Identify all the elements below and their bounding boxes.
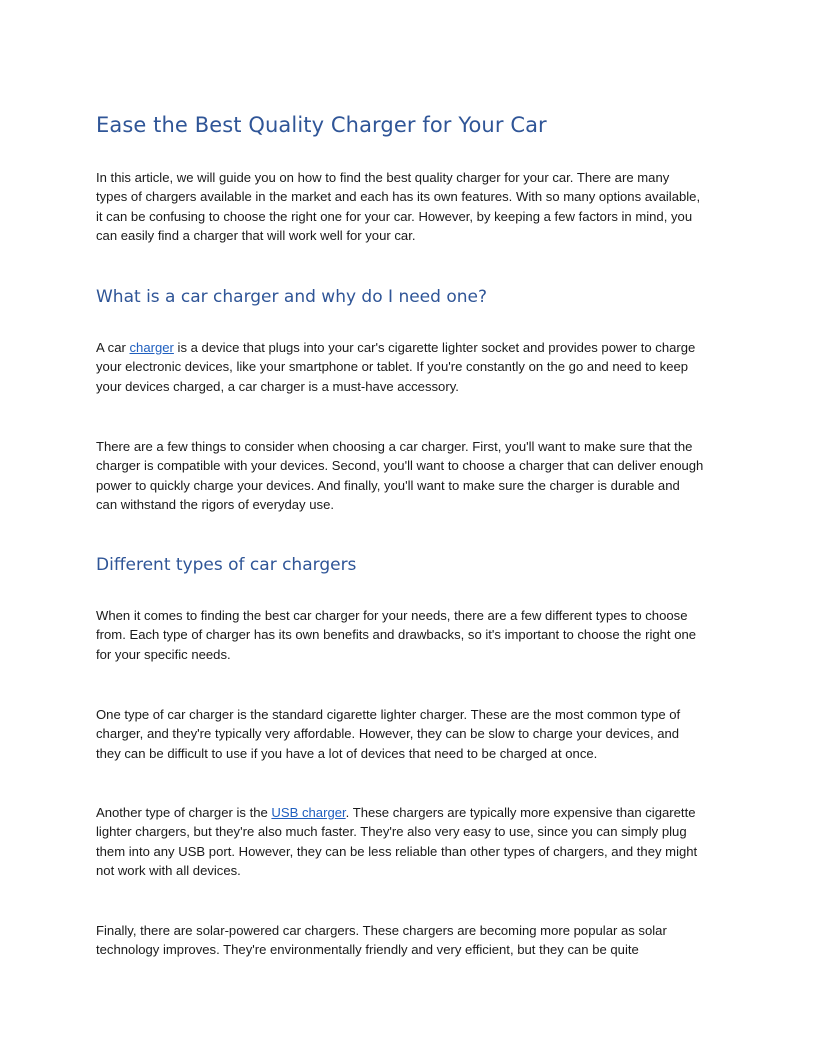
charger-link[interactable]: charger xyxy=(129,340,174,355)
paragraph-line: Finally, there are solar-powered car chargers. These chargers are becoming more popular as solar xyxy=(96,923,667,938)
text-run: A car xyxy=(96,340,130,355)
paragraph-line: not work with all devices. xyxy=(96,863,241,879)
paragraph-line xyxy=(96,803,722,822)
paragraph-line: When it comes to finding the best car charger for your needs, there are a few different types to choose xyxy=(96,608,688,623)
paragraph-line: them into any USB port. However, they can be less reliable than other types of chargers, and they might xyxy=(96,843,698,859)
paragraph-line: lighter chargers, but they're also much faster. They're also very easy to use, since you can simply plug xyxy=(96,824,687,840)
section2-paragraph-2 xyxy=(96,705,722,763)
paragraph-line: In this article, we will guide you on how to find the best quality charger for your car. There are many xyxy=(96,170,670,185)
paragraph-line: from. Each type of charger has its own benefits and drawbacks, so it's important to choose the right one xyxy=(96,627,697,643)
paragraph-line: charger, and they're typically very affordable. However, they can be slow to charge your devices, and xyxy=(96,726,680,742)
text-run: . These chargers are typically more expensive than cigarette xyxy=(345,805,696,820)
paragraph-line: for your specific needs. xyxy=(96,646,231,662)
paragraph-line xyxy=(96,338,722,357)
paragraph-line: power to quickly charge your devices. And finally, you'll want to make sure the charger is durable and xyxy=(96,477,680,493)
section-heading-types: Different types of car chargers xyxy=(96,555,357,575)
section-heading-what-is: What is a car charger and why do I need one? xyxy=(96,287,487,307)
paragraph-line: One type of car charger is the standard cigarette lighter charger. These are the most common type of xyxy=(96,707,681,722)
usb-charger-link[interactable]: USB charger xyxy=(271,805,346,820)
paragraph-line: There are a few things to consider when choosing a car charger. First, you'll want to make sure that the xyxy=(96,439,693,454)
paragraph-line: technology improves. They're environmentally friendly and very efficient, but they can be quite xyxy=(96,942,639,958)
text-run: Another type of charger is the xyxy=(96,805,272,820)
paragraph-line: can withstand the rigors of everyday use. xyxy=(96,497,334,513)
intro-paragraph xyxy=(96,168,722,246)
paragraph-line: they can be difficult to use if you have a lot of devices that need to be charged at once. xyxy=(96,745,598,761)
section1-paragraph-1 xyxy=(96,338,722,396)
paragraph-line: your electronic devices, like your smartphone or tablet. If you're constantly on the go and need to keep xyxy=(96,359,689,375)
paragraph-line: charger is compatible with your devices. Second, you'll want to choose a charger that can deliver enough xyxy=(96,458,704,474)
section2-paragraph-1 xyxy=(96,606,722,664)
section1-paragraph-2 xyxy=(96,437,722,515)
text-run: is a device that plugs into your car's cigarette lighter socket and provides power to charge xyxy=(173,340,696,355)
paragraph-line: can easily find a charger that will work well for your car. xyxy=(96,228,416,244)
section2-paragraph-3 xyxy=(96,803,722,881)
paragraph-line: types of chargers available in the market and each has its own features. With so many options available, xyxy=(96,189,701,205)
paragraph-line: it can be confusing to choose the right one for your car. However, by keeping a few factors in mind, you xyxy=(96,208,693,224)
paragraph-line: your devices charged, a car charger is a must-have accessory. xyxy=(96,378,459,394)
page-title: Ease the Best Quality Charger for Your Car xyxy=(96,113,547,137)
section2-paragraph-4 xyxy=(96,921,722,960)
